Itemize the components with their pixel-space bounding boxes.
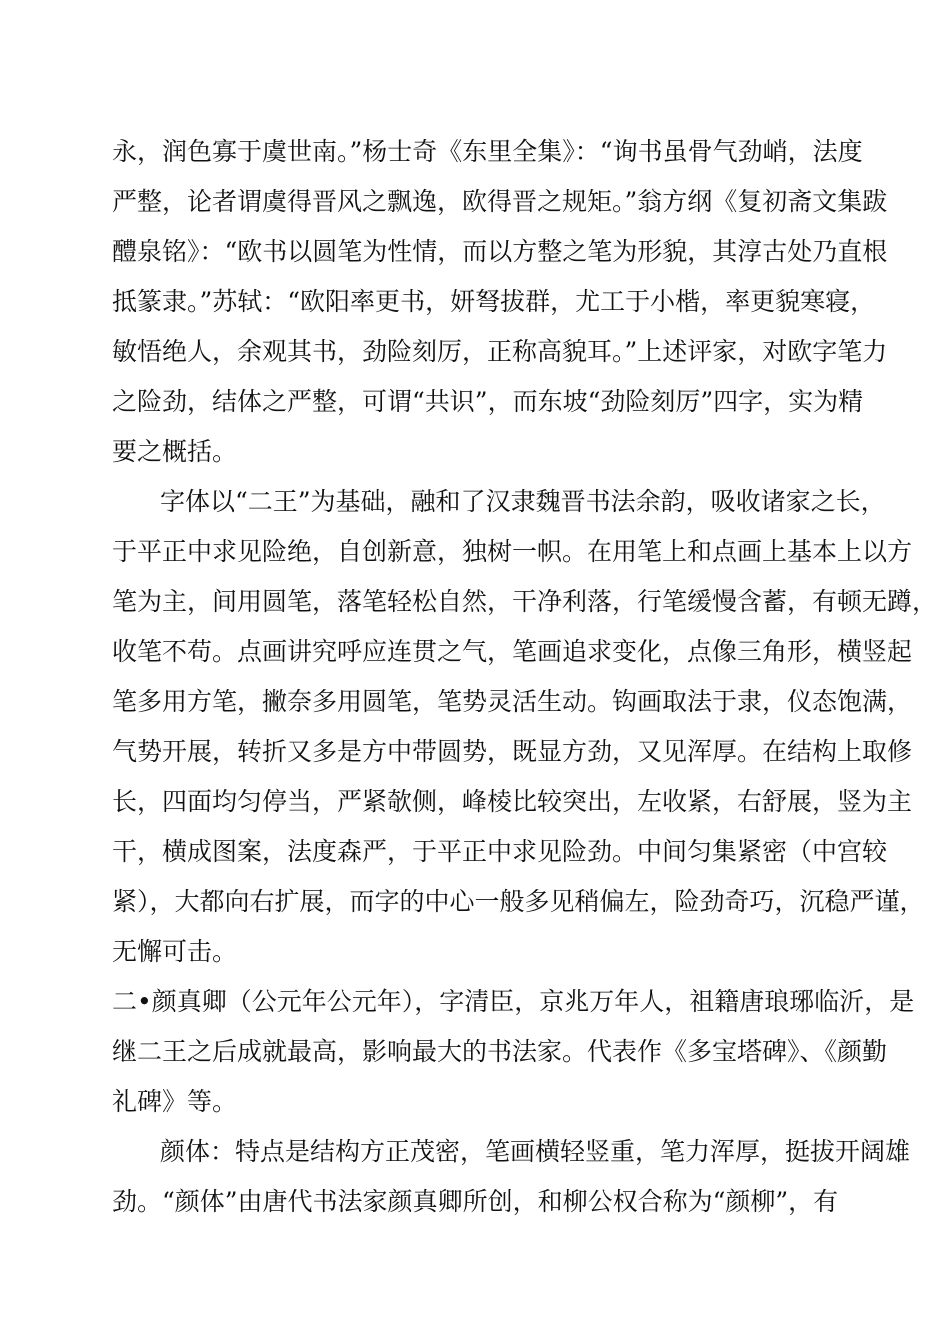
text-line: 礼碑》等。 xyxy=(112,1087,238,1116)
text-line: 干，横成图案，法度森严，于平正中求见险劲。中间匀集紧密（中宫较 xyxy=(112,837,888,866)
text-line: 之险劲，结体之严整，可谓“共识”，而东坡“劲险刻厉”四字，实为精 xyxy=(112,387,864,416)
text-line: 无懈可击。 xyxy=(112,937,238,966)
text-line: 长，四面均匀停当，严紧欹侧，峰棱比较突出，左收紧，右舒展，竖为主 xyxy=(112,787,913,816)
paragraph-first-line: 颜体：特点是结构方正茂密，笔画横轻竖重，笔力浑厚，挺拔开阔雄 xyxy=(160,1137,911,1166)
text-line: 永，润色寡于虞世南。”杨士奇《东里全集》：“询书虽骨气劲峭，法度 xyxy=(112,137,863,166)
text-line: 醴泉铭》：“欧书以圆笔为性情，而以方整之笔为形貌，其淳古处乃直根 xyxy=(112,237,888,266)
text-line: 笔为主，间用圆笔，落笔轻松自然，干净利落，行笔缓慢含蓄，有顿无蹲， xyxy=(112,587,938,616)
paragraph-first-line: 字体以“二王”为基础，融和了汉隶魏晋书法余韵，吸收诸家之长， xyxy=(160,487,886,516)
text-line: 紧），大都向右扩展，而字的中心一般多见稍偏左，险劲奇巧，沉稳严谨， xyxy=(112,887,925,916)
text-line: 收笔不苟。点画讲究呼应连贯之气，笔画追求变化，点像三角形，横竖起 xyxy=(112,637,913,666)
text-line: 敏悟绝人，余观其书，劲险刻厉，正称高貌耳。”上述评家，对欧字笔力 xyxy=(112,337,888,366)
text-line: 气势开展，转折又多是方中带圆势，既显方劲，又见浑厚。在结构上取修 xyxy=(112,737,913,766)
text-line: 要之概括。 xyxy=(112,437,238,466)
text-line: 劲。“颜体”由唐代书法家颜真卿所创，和柳公权合称为“颜柳”，有 xyxy=(112,1187,839,1216)
text-line: 笔多用方笔，撇奈多用圆笔，笔势灵活生动。钩画取法于隶，仪态饱满， xyxy=(112,687,913,716)
text-line: 于平正中求见险绝，自创新意，独树一帜。在用笔上和点画上基本上以方 xyxy=(112,537,913,566)
text-line: 继二王之后成就最高，影响最大的书法家。代表作《多宝塔碑》、《颜勤 xyxy=(112,1037,888,1066)
section-heading-line: 二•颜真卿（公元年公元年），字清臣，京兆万年人，祖籍唐琅琊临沂，是 xyxy=(112,987,915,1016)
text-line: 严整，论者谓虞得晋风之飘逸，欧得晋之规矩。”翁方纲《复初斋文集跋 xyxy=(112,187,888,216)
text-line: 抵篆隶。”苏轼：“欧阳率更书，妍弩拔群，尤工于小楷，率更貌寒寝， xyxy=(112,287,876,316)
